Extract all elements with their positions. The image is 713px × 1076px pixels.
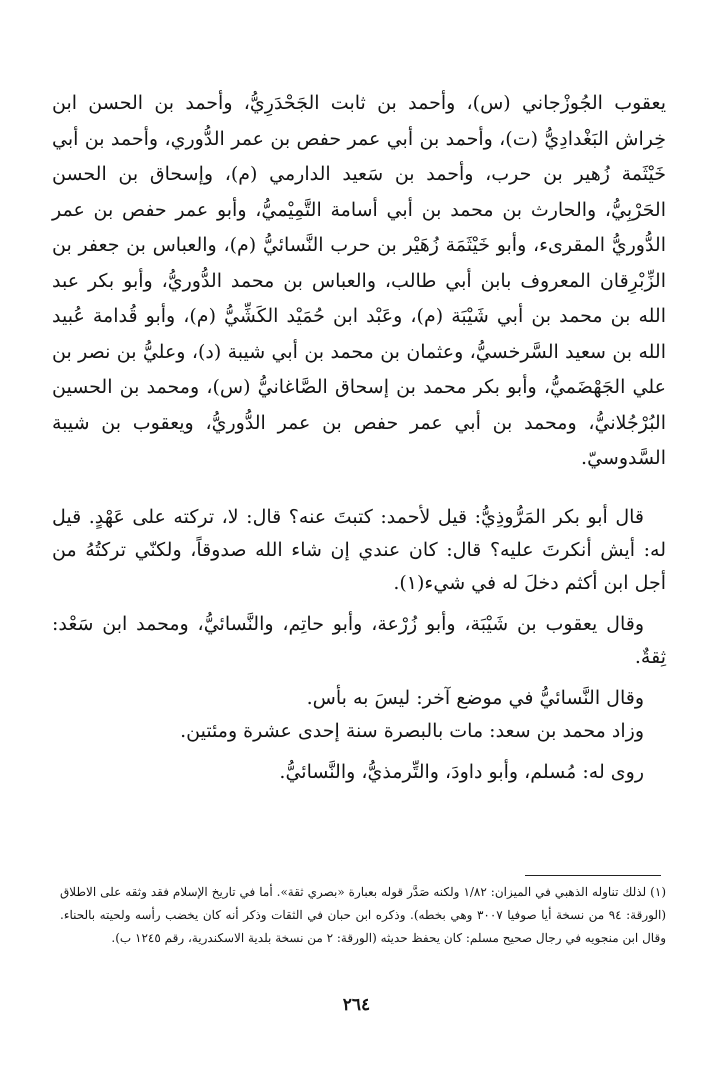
- footnotes: [60, 881, 666, 950]
- page-body: [52, 86, 666, 789]
- narrators-paragraph: يعقوب الجُوزْجاني (س)، وأحمد بن ثابت الجَحْدَرِيُّ، وأحمد بن الحسن ابن خِراش البَغْدادِيُّ (ت)، وأحمد بن أبي عمر حفص بن عمر الدُّوري، وأحمد بن أبي خَيْثَمة زُهير بن حرب، وأحمد بن سَعيد الدارمي (م)، وإسحاق بن الحسن الحَرْبِيُّ، والحارث بن محمد بن أبي أسامة التَّمِيْميُّ، وأبو عمر حفص بن عمر الدُّوريُّ المقرىء، وأبو خَيْثَمَة زُهَيْر بن حرب النَّسائيُّ (م)، والعباس بن جعفر بن الزِّبْرِقان المعروف بابن أبي طالب، والعباس بن محمد الدُّوريُّ، وأبو بكر عبد الله بن محمد بن أبي شَيْبَة (م)، وعَبْد ابن حُمَيْد الكَشِّيُّ (م)، وأبو قُدامة عُبيد الله بن سعيد السَّرخسيُّ، وعثمان بن محمد بن أبي شيبة (د)، وعليُّ بن نصر بن علي الجَهْضَميُّ، وأبو بكر محمد بن إسحاق الصَّاغانيُّ (س)، ومحمد بن الحسين البُرْجُلانيُّ، ومحمد بن أبي عمر حفص بن عمر الدُّوريُّ، ويعقوب بن شيبة السَّدوسيّ.: [52, 92, 666, 469]
- saying-marrudhi: قال أبو بكر المَرُّوذِيُّ: قيل لأحمد: كتبتَ عنه؟ قال: لا، تركته على عَهْدٍ. قيل له: أيش أنكرتَ عليه؟ قال: كان عندي إن شاء الله صدوقاً، ولكنّي تركتُهُ من أجل ابن أكثم دخلَ له في شيء(١).: [52, 505, 666, 594]
- sayings-section: [52, 501, 666, 789]
- saying-nasai: وقال النَّسائيُّ في موضع آخر: ليسَ به بأس.: [306, 686, 644, 709]
- page-number: ٢٦٤: [342, 995, 371, 1015]
- narrators-section: [52, 86, 666, 477]
- footnote-separator: [525, 875, 661, 876]
- footnote-1: (١) لذلك تناوله الذهبي في الميزان: ١/٨٢ ولكنه صَدَّر قوله بعبارة «بصري ثقة». أما في تاريخ الإسلام فقد وثقه على الاطلاق (الورقة: ٩٤ من نسخة أيا صوفيا ٣٠٠٧ وهي بخطه). وذكره ابن حبان في الثقات وذكر أنه كان يخضب رأسه ولحيته بالحناء. وقال ابن منجويه في رجال صحيح مسلم: كان يحفظ حديثه (الورقة: ٢ من نسخة بلدية الاسكندرية، رقم ١٢٤٥ ب).: [60, 885, 666, 945]
- saying-ibn-saad: وزاد محمد بن سعد: مات بالبصرة سنة إحدى عشرة ومئتين.: [180, 719, 644, 742]
- saying-rawa-lahu: روى له: مُسلم، وأبو داودَ، والتِّرمذيُّ، والنَّسائيُّ.: [279, 760, 644, 783]
- saying-thiqa: وقال يعقوب بن شَيْبَة، وأبو زُرْعة، وأبو حاتِم، والنَّسائيُّ، ومحمد ابن سَعْد: ثِقةٌ.: [52, 612, 666, 668]
